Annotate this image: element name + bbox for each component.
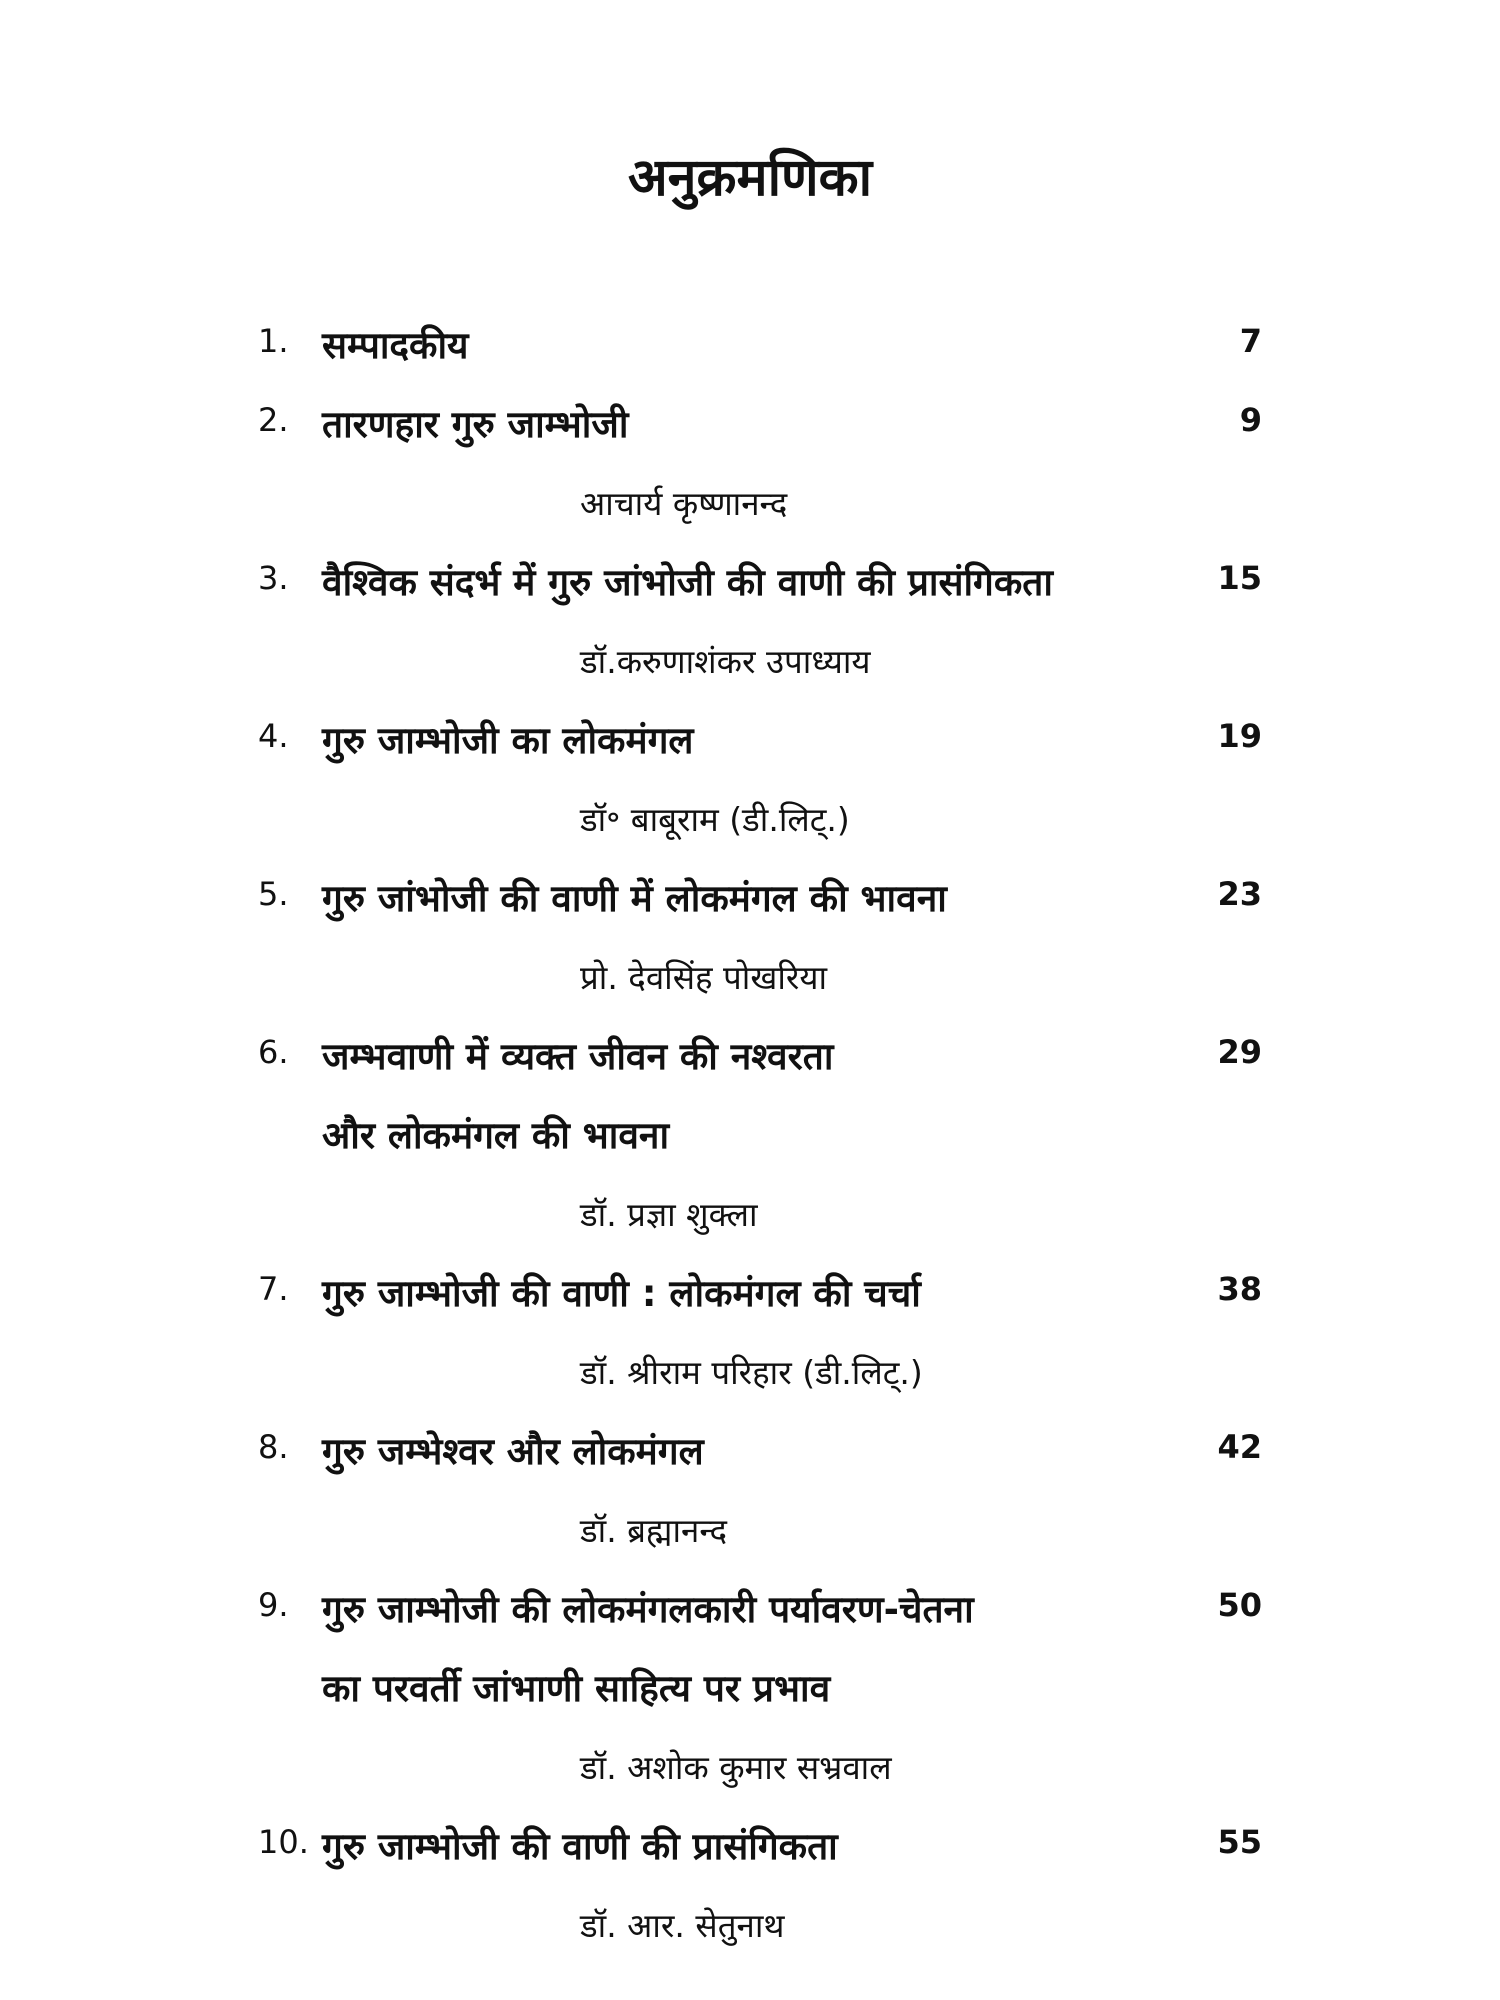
entry-number: 6. — [258, 1033, 289, 1071]
entry-title: गुरु जम्भेश्वर और लोकमंगल — [322, 1430, 704, 1473]
entry-author-line — [0, 942, 1500, 1021]
entry-title: वैश्विक संदर्भ में गुरु जांभोजी की वाणी की प्रासंगिकता — [322, 561, 1053, 604]
entry-number: 4. — [258, 717, 289, 755]
entry-number: 10. — [258, 1823, 309, 1861]
entry-page-number: 50 — [1217, 1586, 1262, 1624]
entry-title: गुरु जाम्भोजी की वाणी की प्रासंगिकता — [322, 1825, 838, 1868]
entry-page-number: 9 — [1239, 401, 1262, 439]
entry-number: 9. — [258, 1586, 289, 1624]
entry-author-line — [0, 784, 1500, 863]
entry-number: 2. — [258, 401, 289, 439]
entry-page-number: 19 — [1217, 717, 1262, 755]
entry-author-line — [0, 1495, 1500, 1574]
entry-author: आचार्य कृष्णानन्द — [580, 484, 788, 523]
entry-title: गुरु जाम्भोजी का लोकमंगल — [322, 719, 694, 762]
entry-number: 7. — [258, 1270, 289, 1308]
entry-author: डॉ॰ बाबूराम (डी.लिट्.) — [580, 800, 850, 839]
entry-author: डॉ. ब्रह्मानन्द — [580, 1511, 728, 1550]
entry-author-line — [0, 468, 1500, 547]
entry-title: जम्भवाणी में व्यक्त जीवन की नश्वरता — [322, 1035, 834, 1078]
entry-title: तारणहार गुरु जाम्भोजी — [322, 403, 629, 446]
entry-author-line — [0, 1337, 1500, 1416]
entry-author-line — [0, 1179, 1500, 1258]
entry-page-number: 29 — [1217, 1033, 1262, 1071]
entry-author-line — [0, 1890, 1500, 1969]
entry-author: प्रो. देवसिंह पोखरिया — [580, 958, 828, 997]
entry-title-line — [0, 1811, 1500, 1890]
entry-title-line — [0, 310, 1500, 389]
entry-page-number: 42 — [1217, 1428, 1262, 1466]
entry-title: और लोकमंगल की भावना — [322, 1114, 670, 1157]
entry-page-number: 55 — [1217, 1823, 1262, 1861]
entry-title-line — [0, 1653, 1500, 1732]
contents-list — [0, 310, 1500, 1969]
entry-title: गुरु जाम्भोजी की वाणी : लोकमंगल की चर्चा — [322, 1272, 921, 1315]
entry-title: गुरु जाम्भोजी की लोकमंगलकारी पर्यावरण-चेतना — [322, 1588, 974, 1631]
entry-title-line — [0, 389, 1500, 468]
entry-page-number: 38 — [1217, 1270, 1262, 1308]
entry-author-line — [0, 626, 1500, 705]
entry-author: डॉ. अशोक कुमार सभ्रवाल — [580, 1748, 892, 1787]
entry-title: सम्पादकीय — [322, 324, 469, 367]
entry-author: डॉ.करुणाशंकर उपाध्याय — [580, 642, 871, 681]
page-title: अनुक्रमणिका — [627, 148, 873, 208]
entry-title-line — [0, 547, 1500, 626]
entry-number: 3. — [258, 559, 289, 597]
entry-title-line — [0, 1258, 1500, 1337]
entry-number: 8. — [258, 1428, 289, 1466]
entry-title-line — [0, 1416, 1500, 1495]
entry-title-line — [0, 1021, 1500, 1100]
entry-number: 5. — [258, 875, 289, 913]
entry-title-line — [0, 705, 1500, 784]
entry-author: डॉ. श्रीराम परिहार (डी.लिट्.) — [580, 1353, 923, 1392]
entry-page-number: 15 — [1217, 559, 1262, 597]
entry-author: डॉ. प्रज्ञा शुक्ला — [580, 1195, 758, 1234]
entry-title-line — [0, 1574, 1500, 1653]
entry-title-line — [0, 863, 1500, 942]
entry-title-line — [0, 1100, 1500, 1179]
entry-author: डॉ. आर. सेतुनाथ — [580, 1906, 785, 1945]
entry-title: का परवर्ती जांभाणी साहित्य पर प्रभाव — [322, 1667, 831, 1710]
entry-title: गुरु जांभोजी की वाणी में लोकमंगल की भावना — [322, 877, 947, 920]
entry-page-number: 7 — [1239, 322, 1262, 360]
entry-author-line — [0, 1732, 1500, 1811]
entry-page-number: 23 — [1217, 875, 1262, 913]
entry-number: 1. — [258, 322, 289, 360]
